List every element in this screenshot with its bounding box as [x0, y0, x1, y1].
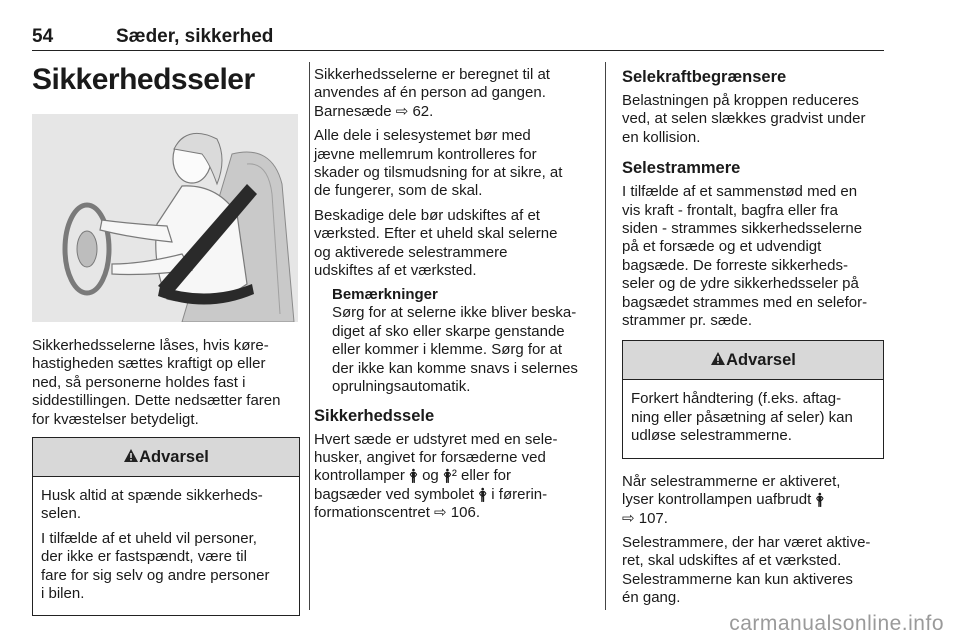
- body-paragraph: Når selestrammerne er aktiveret, lyser kontrollampen uafbrudt 🛉 ⇨ 107.: [622, 472, 841, 527]
- warning-text: I tilfælde af et uheld vil personer, der ikke er fastspændt, være til fare for sig selv og andre personer i bilen.: [41, 529, 270, 603]
- page-number: 54: [32, 26, 54, 47]
- column-divider: [309, 62, 310, 610]
- column-2: [314, 66, 591, 529]
- warning-title: Advarsel: [139, 448, 209, 467]
- body-paragraph: Hvert sæde er udstyret med en sele- husker, angivet for forsæderne ved kontrollamper 🛉 og 🛉² eller for bagsæder ved symbolet 🛉 i førerin- formationscentret ⇨ 106.: [314, 430, 558, 522]
- body-paragraph: I tilfælde af et sammenstød med en vis kraft - frontalt, bagfra eller fra siden - strammes sikkerhedsselerne på et forsæde og et udvendigt bagsæde. De forreste sikkerheds- seler og de ydre sikkerhedsseler på bagsædet strammes med en selefor- strammer pr. sæde.: [622, 183, 868, 330]
- body-paragraph: Beskadige dele bør udskiftes af et værksted. Efter et uheld skal selerne og aktiverede selestrammere udskiftes af et værksted.: [314, 206, 558, 280]
- warning-box: [622, 340, 884, 458]
- page-header: [32, 22, 884, 51]
- section-heading: Sæder, sikkerhed: [116, 26, 274, 47]
- section-title: Sikkerhedssele: [314, 406, 435, 425]
- note-title: Bemærkninger: [332, 286, 438, 304]
- section-title: Selekraftbegrænsere: [622, 68, 787, 86]
- body-paragraph: Selestrammere, der har været aktive- ret, skal udskiftes af et værksted. Selestrammerne kan kun aktiveres én gang.: [622, 533, 871, 607]
- intro-paragraph: Sikkerhedsselerne låses, hvis køre- hastigheden sættes kraftigt op eller ned, så personerne holdes fast i siddestillingen. Dette nedsætter faren for kvæstelser betydeligt.: [32, 337, 281, 428]
- note-text: Sørg for at selerne ikke bliver beska- diget af sko eller skarpe genstande eller kommer i klemme. Sørg for at der ikke kan komme snavs i selernes oprulningsautomatik.: [332, 304, 578, 396]
- body-paragraph: Belastningen på kroppen reduceres ved, at selen slækkes gradvist under en kollision.: [622, 92, 866, 146]
- warning-text: Forkert håndtering (f.eks. aftag- ning eller påsætning af seler) kan udløse selestrammerne.: [631, 390, 853, 445]
- warning-header: [33, 438, 299, 477]
- warning-text: Husk altid at spænde sikkerheds- selen.: [41, 487, 263, 523]
- column-divider: [605, 62, 606, 610]
- body-paragraph: Alle dele i selesystemet bør med jævne mellemrum kontrolleres for skader og tilsmudsning for at sikre, at de fungerer, som de skal.: [314, 127, 563, 200]
- section-title: Selestrammere: [622, 159, 741, 178]
- watermark: carmanualsonline.info: [729, 612, 944, 635]
- page-title: Sikkerhedsseler: [32, 63, 255, 96]
- column-1: [32, 56, 300, 616]
- warning-triangle-icon: [123, 448, 139, 463]
- column-3: [622, 66, 884, 614]
- warning-triangle-icon: [710, 351, 726, 366]
- warning-header: [623, 341, 883, 380]
- warning-title: Advarsel: [726, 351, 796, 370]
- warning-box: [32, 437, 300, 616]
- note-block: [314, 286, 591, 396]
- body-paragraph: Sikkerhedsselerne er beregnet til at anvendes af én person ad gangen. Barnesæde ⇨ 62.: [314, 66, 550, 120]
- driver-seatbelt-illustration: [32, 114, 298, 322]
